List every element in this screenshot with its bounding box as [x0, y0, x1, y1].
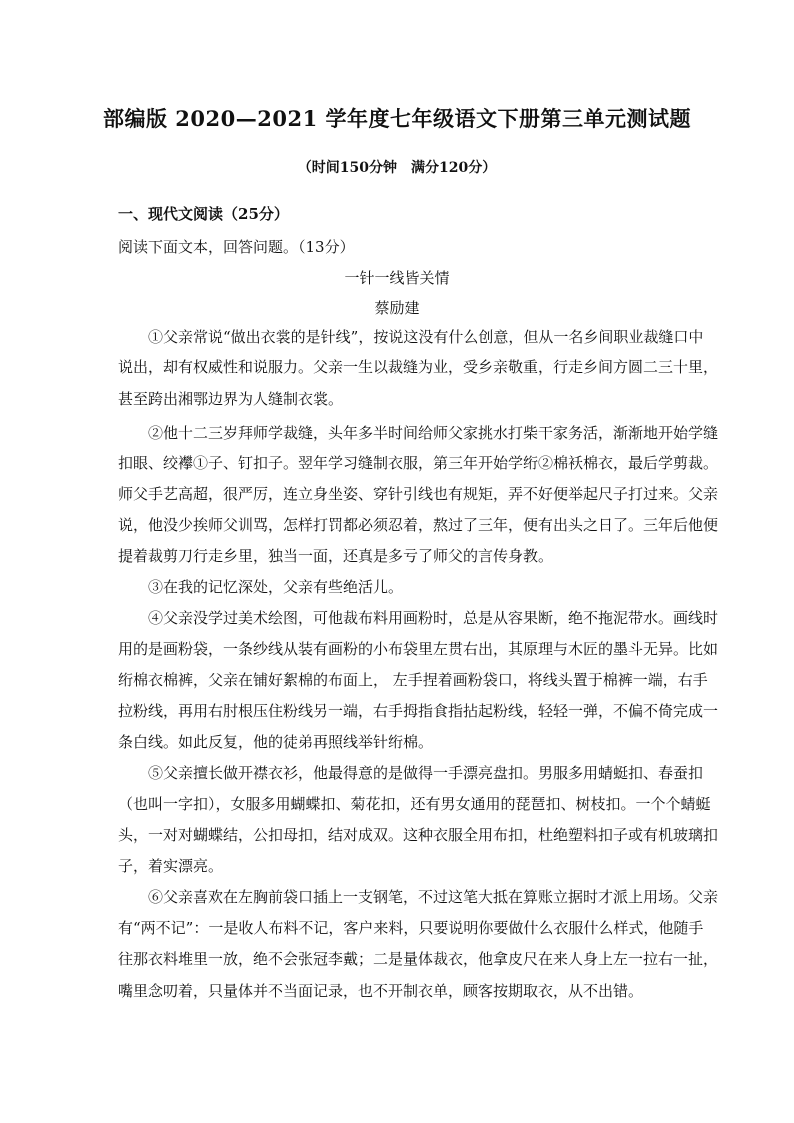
- text-line: 扣眼、绞襻①子、钉扣子。翌年学习缝制衣服，第三年开始学绗②棉袄棉衣，最后学剪裁。: [118, 454, 719, 472]
- text-line: 拉粉线，再用右肘根压住粉线另一端，右手拇指食指拈起粉线，轻轻一弹，不偏不倚完成一: [118, 702, 719, 720]
- text-line: 有“两不记”：一是收人布料不记，客户来料，只要说明你要做什么衣服什么样式，他随手: [118, 919, 704, 937]
- text-line: 条白线。如此反复，他的徒弟再照线举针绗棉。: [118, 733, 434, 751]
- text-line: 师父手艺高超，很严厉，连立身坐姿、穿针引线也有规矩，弄不好便举起尺子打过来。父亲: [118, 485, 719, 503]
- text-line: 甚至跨出湘鄂边界为人缝制衣裳。: [118, 390, 344, 408]
- text-line: ①父亲常说“做出衣裳的是针线”，按说这没有什么创意，但从一名乡间职业裁缝口中: [148, 328, 704, 346]
- article-author: 蔡励建: [374, 299, 420, 317]
- text-line: ③在我的记忆深处，父亲有些绝活儿。: [148, 578, 404, 596]
- document-title: 部编版 2020—2021 学年度七年级语文下册第三单元测试题: [102, 106, 691, 131]
- text-line: 说出，却有权威性和说服力。父亲一生以裁缝为业，受乡亲敬重，行走乡间方圆二三十里，: [118, 358, 719, 376]
- text-line: （也叫一字扣），女服多用蝴蝶扣、菊花扣，还有男女通用的琵琶扣、树枝扣。一个个蜻蜓: [118, 795, 711, 813]
- text-line: ⑤父亲擅长做开襟衣衫，他最得意的是做得一手漂亮盘扣。男服多用蜻蜓扣、春蚕扣: [148, 764, 704, 782]
- text-line: 绗棉衣棉裤，父亲在铺好絮棉的布面上， 左手捏着画粉袋口，将线头置于棉裤一端，右手: [118, 671, 708, 689]
- text-line: 用的是画粉袋，一条纱线从装有画粉的小布袋里左贯右出，其原理与木匠的墨斗无异。比如: [118, 640, 719, 658]
- text-line: ⑥父亲喜欢在左胸前袋口插上一支钢笔，不过这笔大抵在算账立据时才派上用场。父亲: [148, 888, 719, 906]
- text-line: 嘴里念叨着，只量体并不当面记录，也不开制衣单，顾客按期取衣，从不出错。: [118, 982, 644, 1000]
- text-line: 提着裁剪刀行走乡里，独当一面，还真是多亏了师父的言传身教。: [118, 547, 554, 565]
- text-line: ②他十二三岁拜师学裁缝，头年多半时间给师父家挑水打柴干家务活，渐渐地开始学缝: [148, 424, 719, 442]
- exam-time-score: （时间150分钟 满分120分）: [297, 160, 497, 176]
- text-line: 子，着实漂亮。: [118, 857, 224, 875]
- instruction-text: 阅读下面文本，回答问题。（13分）: [118, 238, 355, 256]
- article-title: 一针一线皆关情: [344, 269, 450, 287]
- text-line: 头，一对对蝴蝶结，公扣母扣，结对成双。这种衣服全用布扣，杜绝塑料扣子或有机玻璃扣: [118, 826, 719, 844]
- text-line: ④父亲没学过美术绘图，可他裁布料用画粉时，总是从容果断，绝不拖泥带水。画线时: [148, 609, 719, 627]
- section-heading: 一、现代文阅读（25分）: [118, 205, 289, 223]
- text-line: 往那衣料堆里一放，绝不会张冠李戴；二是量体裁衣，他拿皮尺在来人身上左一拉右一扯，: [118, 950, 719, 968]
- text-line: 说，他没少挨师父训骂，怎样打罚都必须忍着，熬过了三年，便有出头之日了。三年后他便: [118, 516, 719, 534]
